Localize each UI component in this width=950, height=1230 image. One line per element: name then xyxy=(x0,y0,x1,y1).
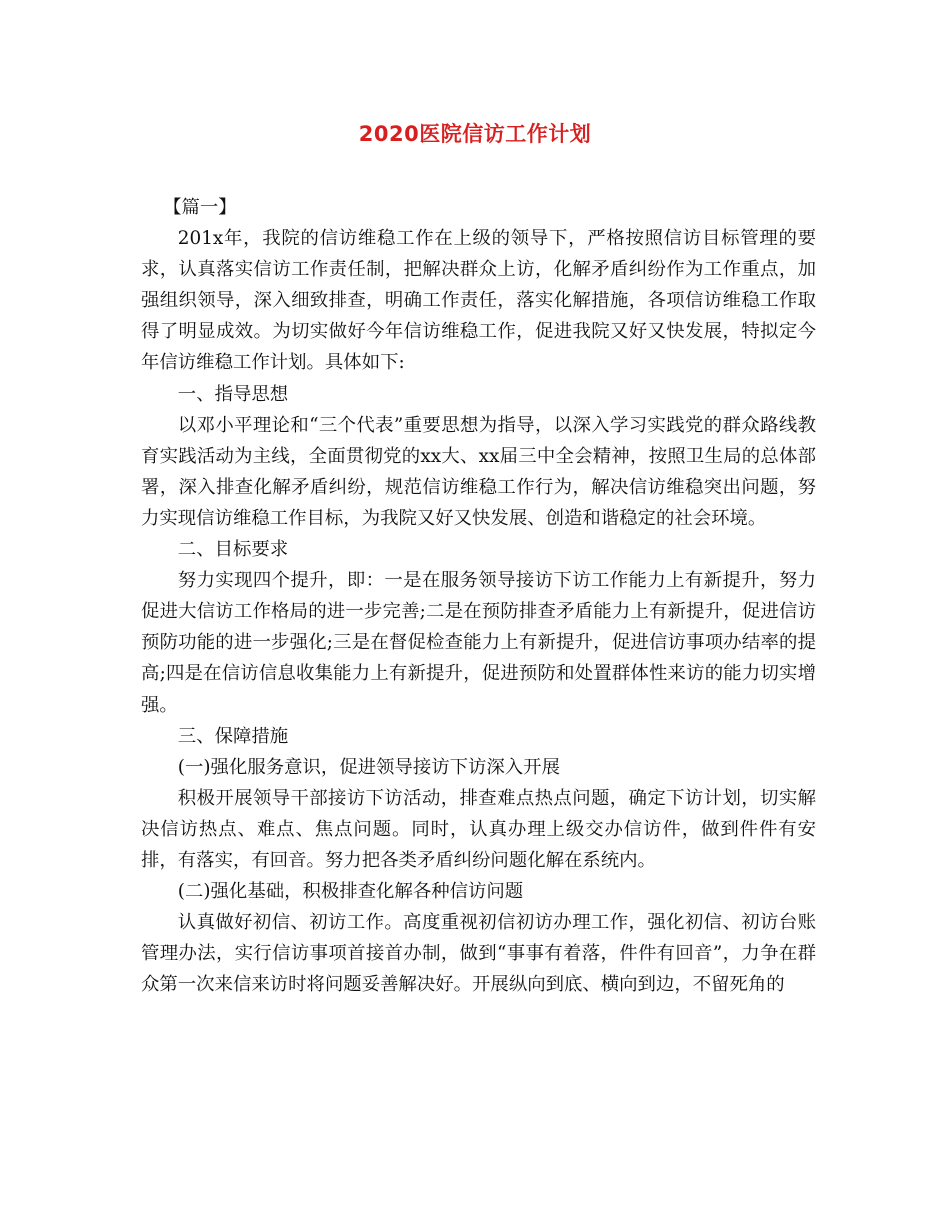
body-paragraph: 以邓小平理论和“三个代表”重要思想为指导，以深入学习实践党的群众路线教育实践活动为主线，全面贯彻党的xx大、xx届三中全会精神，按照卫生局的总体部署，深入排查化解矛盾纠纷，规范信访维稳工作行为，解决信访维稳突出问题，努力实现信访维稳工作目标，为我院又好又快发展、创造和谐稳定的社会环境。 xyxy=(141,414,816,529)
document-title: 2020医院信访工作计划 xyxy=(358,122,592,146)
section-heading: 一、指导思想 xyxy=(177,383,289,405)
body-paragraph: 积极开展领导干部接访下访活动，排查难点热点问题，确定下访计划，切实解决信访热点、难点、焦点问题。同时，认真办理上级交办信访件，做到件件有安排，有落实，有回音。努力把各类矛盾纠纷问题化解在系统内。 xyxy=(141,787,816,871)
body-paragraph: 努力实现四个提升，即：一是在服务领导接访下访工作能力上有新提升，努力促进大信访工作格局的进一步完善;二是在预防排查矛盾能力上有新提升，促进信访预防功能的进一步强化;三是在督促检查能力上有新提升，促进信访事项办结率的提高;四是在信访信息收集能力上有新提升，促进预防和处置群体性来访的能力切实增强。 xyxy=(141,570,816,716)
section-heading: 三、保障措施 xyxy=(177,725,289,747)
subsection-heading: (二)强化基础，积极排查化解各种信访问题 xyxy=(177,881,524,903)
section-heading: 二、目标要求 xyxy=(177,539,289,561)
body-paragraph: 201x年，我院的信访维稳工作在上级的领导下，严格按照信访目标管理的要求，认真落实信访工作责任制，把解决群众上访，化解矛盾纠纷作为工作重点，加强组织领导，深入细致排查，明确工作责任，落实化解措施，各项信访维稳工作取得了明显成效。为切实做好今年信访维稳工作，促进我院又好又快发展，特拟定今年信访维稳工作计划。具体如下: xyxy=(141,228,816,374)
body-paragraph: 认真做好初信、初访工作。高度重视初信初访办理工作，强化初信、初访台账管理办法，实行信访事项首接首办制，做到“事事有着落，件件有回音”，力争在群众第一次来信来访时将问题妥善解决好。开展纵向到底、横向到边，不留死角的 xyxy=(141,912,816,996)
section-tag: 【篇一】 xyxy=(163,197,237,218)
document-body xyxy=(141,192,816,1000)
subsection-heading: (一)强化服务意识，促进领导接访下访深入开展 xyxy=(177,756,560,778)
